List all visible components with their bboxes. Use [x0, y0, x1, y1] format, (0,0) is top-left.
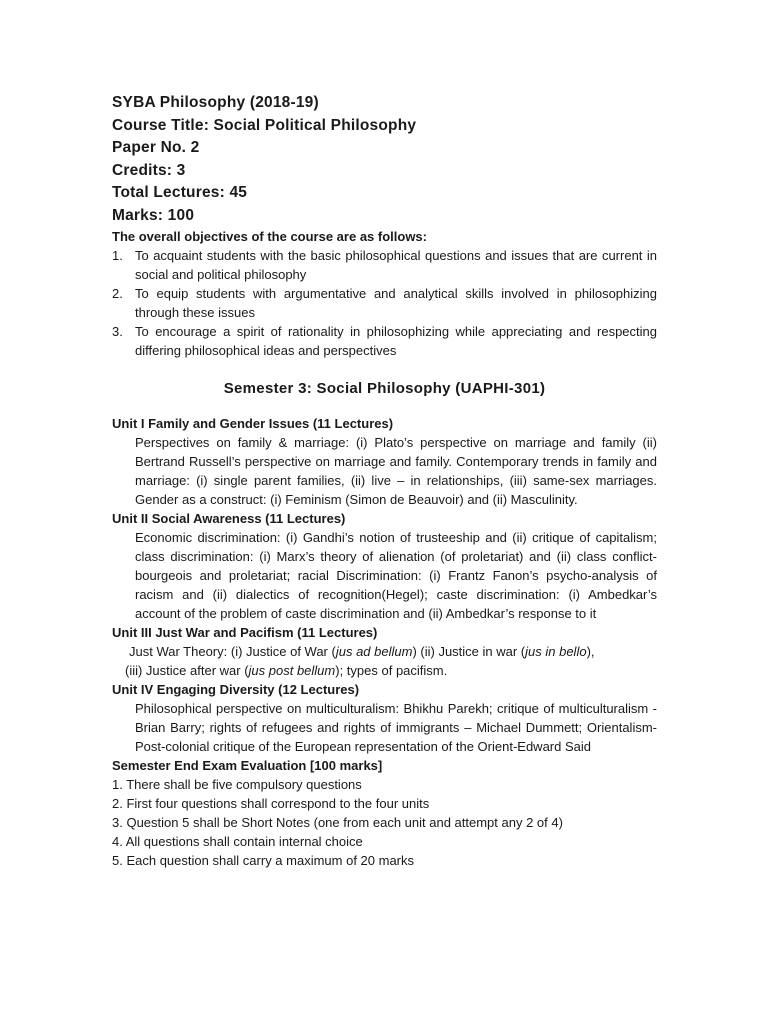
course-program: SYBA Philosophy (2018-19): [112, 94, 319, 111]
unit-2-body: Economic discrimination: (i) Gandhi’s notion of trusteeship and (ii) critique of capitalism; class discrimination: (i) Marx’s theory of alienation (of proletariat) and (ii) class conflict-bourgeois and proletariat; racial Discrimination: (i) Frantz Fanon’s psycho-analysis of racism and (ii) dialectics of recognition(Hegel); caste discrimination: (i) Ambedkar’s account of the problem of caste discrimination and (ii) Ambedkar’s response to it: [135, 530, 657, 621]
unit-2-title: Unit II Social Awareness (11 Lectures): [112, 511, 346, 526]
list-item: 3. Question 5 shall be Short Notes (one from each unit and attempt any 2 of 4): [112, 815, 563, 830]
unit-3-title: Unit III Just War and Pacifism (11 Lectures): [112, 625, 378, 640]
marks: Marks: 100: [112, 206, 195, 224]
list-item: 2. To equip students with argumentative and analytical skills involved in philosophizing through these issues: [112, 286, 657, 320]
credits: Credits: 3: [112, 161, 186, 179]
list-item: 1. To acquaint students with the basic philosophical questions and issues that are current in social and political philosophy: [112, 248, 657, 282]
unit-1: [112, 414, 657, 509]
list-item: 4. All questions shall contain internal choice: [112, 834, 363, 849]
paper-number: Paper No. 2: [112, 139, 200, 156]
list-item: 2. First four questions shall correspond to the four units: [112, 796, 430, 811]
objectives-heading: The overall objectives of the course are as follows:: [112, 229, 427, 244]
unit-4: [112, 680, 657, 756]
unit-3: [112, 623, 657, 680]
list-item: 1. There shall be five compulsory questions: [112, 777, 362, 792]
course-header: [112, 92, 657, 227]
total-lectures: Total Lectures: 45: [112, 184, 248, 201]
list-item: 5. Each question shall carry a maximum of 20 marks: [112, 853, 415, 868]
exam-title: Semester End Exam Evaluation [100 marks]: [112, 758, 383, 773]
unit-1-title: Unit I Family and Gender Issues (11 Lectures): [112, 416, 394, 431]
document-page: [112, 92, 657, 870]
semester-title: Semester 3: Social Philosophy (UAPHI-301): [223, 380, 546, 397]
objectives-list: [112, 246, 657, 360]
unit-3-line-1: Just War Theory: (i) Justice of War (jus ad bellum) (ii) Justice in war (jus in bello),: [129, 644, 595, 659]
unit-3-line-2: (iii) Justice after war (jus post bellum); types of pacifism.: [125, 663, 448, 678]
course-title: Course Title: Social Political Philosophy: [112, 116, 417, 134]
unit-4-title: Unit IV Engaging Diversity (12 Lectures): [112, 682, 360, 697]
unit-1-body: Perspectives on family & marriage: (i) Plato’s perspective on marriage and family (ii) Bertrand Russell’s perspective on marriage and family. Contemporary trends in family and marriage: (i) single parent families, (ii) live – in relationships, (iii) same-sex marriages. Gender as a construct: (i) Feminism (Simon de Beauvoir) and (ii) Masculinity.: [135, 435, 657, 507]
unit-2: [112, 509, 657, 623]
unit-4-body: Philosophical perspective on multiculturalism: Bhikhu Parekh; critique of multiculturalism - Brian Barry; rights of refugees and rights of immigrants – Michael Dummett; Orientalism- Post-colonial critique of the European representation of the Orient-Edward Said: [135, 701, 657, 754]
list-item: 3. To encourage a spirit of rationality in philosophizing while appreciating and respecting differing philosophical ideas and perspectives: [112, 324, 657, 358]
exam-section: [112, 756, 657, 870]
